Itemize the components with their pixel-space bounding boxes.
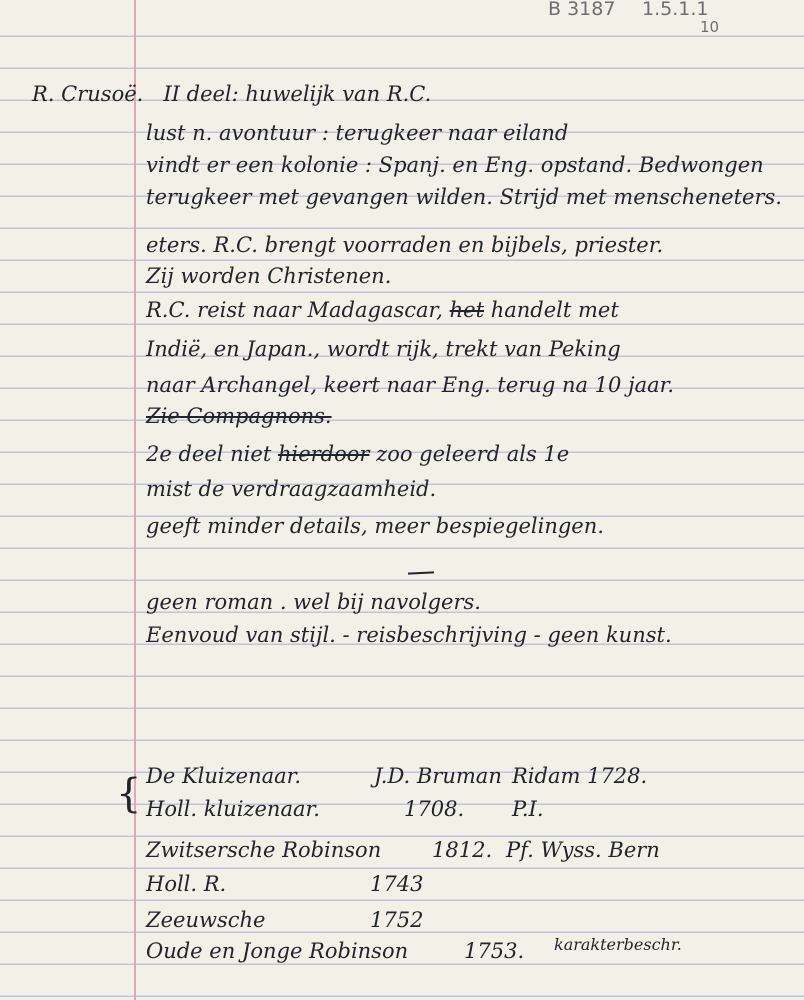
item-year: 1752: [370, 908, 424, 932]
item-author: J.D. Bruman: [374, 764, 502, 788]
item-year: 1708.: [404, 797, 465, 821]
note-line: [146, 298, 619, 322]
list-item: [146, 872, 424, 896]
separator-dash: [408, 571, 434, 574]
note-line: geeft minder details, meer bespiegelingen.: [146, 514, 604, 538]
note-text: zoo geleerd als 1e: [376, 442, 570, 466]
note-line: Eenvoud van stijl. - reisbeschrijving - geen kunst.: [146, 623, 672, 647]
item-title: Zeeuwsche: [146, 908, 266, 932]
item-title: Oude en Jonge Robinson: [146, 939, 409, 963]
note-line: naar Archangel, keert naar Eng. terug na 10 jaar.: [146, 373, 675, 397]
margin-line: [134, 0, 136, 1000]
archive-ref: B 3187: [548, 0, 616, 20]
note-text: R.C. reist naar Madagascar,: [146, 298, 443, 322]
list-item: [146, 838, 660, 862]
item-extra: P.I.: [512, 797, 544, 821]
item-year: 1812.: [432, 838, 493, 862]
list-item: [146, 908, 424, 932]
note-line: [146, 442, 569, 466]
note-text: handelt met: [490, 298, 619, 322]
list-item: [146, 764, 648, 788]
note-line: geen roman . wel bij navolgers.: [146, 590, 481, 614]
item-extra: Ridam 1728.: [512, 764, 648, 788]
note-line: Indië, en Japan., wordt rijk, trekt van Peking: [146, 337, 621, 361]
note-line: terugkeer met gevangen wilden. Strijd met menscheneters.: [146, 185, 782, 209]
item-extra: karakterbeschr.: [554, 935, 682, 954]
note-line: lust n. avontuur : terugkeer naar eiland: [146, 121, 569, 145]
heading-main: II deel: huwelijk van R.C.: [163, 82, 432, 106]
archive-code: 1.5.1.1: [642, 0, 709, 20]
struck-word: het: [449, 298, 485, 322]
item-title: Holl. kluizenaar.: [146, 797, 320, 821]
item-year: 1753.: [464, 939, 525, 963]
note-line: mist de verdraagzaamheid.: [146, 477, 437, 501]
archive-sub: 10: [700, 18, 720, 36]
item-extra: Pf. Wyss. Bern: [506, 838, 660, 862]
note-line: Zie Compagnons.: [146, 404, 332, 428]
item-title: De Kluizenaar.: [146, 764, 302, 788]
heading-line: [32, 82, 431, 106]
note-line: Zij worden Christenen.: [146, 264, 392, 288]
item-title: Holl. R.: [146, 872, 227, 896]
note-line: vindt er een kolonie : Spanj. en Eng. opstand. Bedwongen: [146, 153, 764, 177]
list-item: [146, 935, 682, 963]
note-text: 2e deel niet: [146, 442, 272, 466]
struck-word: hierdoor: [277, 442, 370, 466]
item-year: 1743: [370, 872, 424, 896]
heading-prefix: R. Crusoë.: [32, 82, 144, 106]
note-line: eters. R.C. brengt voorraden en bijbels, priester.: [146, 233, 664, 257]
brace-mark: {: [116, 771, 142, 817]
item-title: Zwitsersche Robinson: [146, 838, 382, 862]
list-item: [146, 797, 544, 821]
